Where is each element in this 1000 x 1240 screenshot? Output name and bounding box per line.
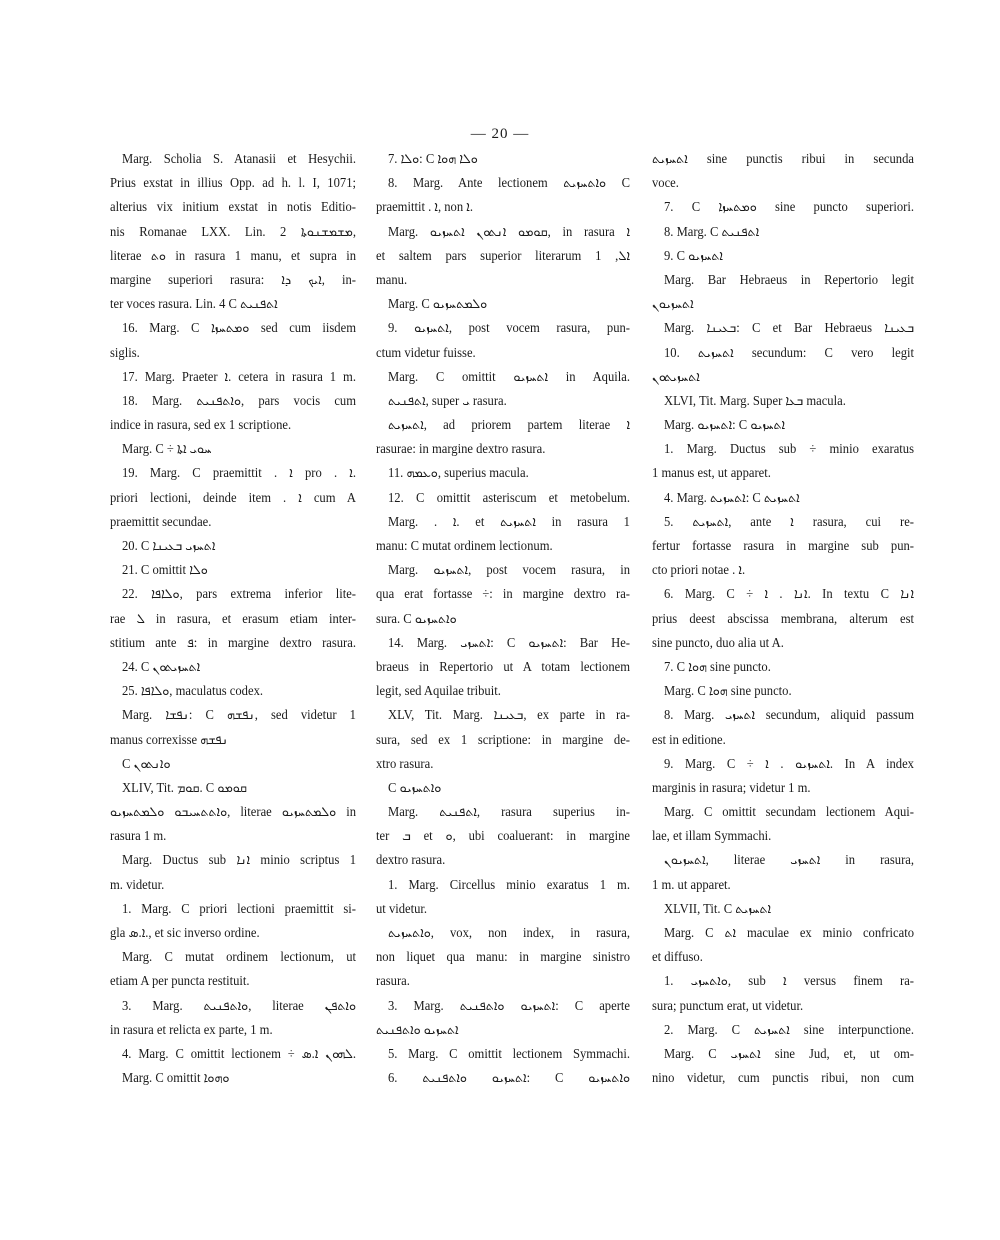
text-line: manu: C mutat ordinem lectionum. [376, 538, 553, 554]
text-line: 22. ܘܠܐܦܐ, pars extrema inferior lite- [122, 586, 356, 602]
text-line: indice in rasura, sed ex 1 scriptione. [110, 417, 292, 433]
text-line: xtro rasura. [376, 756, 434, 772]
text-line: gla ܐ.ܣ., et sic inverso ordine. [110, 925, 260, 941]
text-line: 14. Marg. ܐܬܚܙܝ: C ܐܬܚܙܝܘ: Bar He- [388, 635, 630, 651]
text-line: rae ܠ in rasura, et erasum etiam inter- [110, 611, 356, 626]
text-line: Marg. Scholia S. Atanasii et Hesychii. [122, 151, 356, 167]
text-line: 7. ܘܠܐ: C ܘܠܐ ܗܘܐ [388, 151, 478, 167]
text-line: Marg. C omittit ܐܬܚܙܝܘ in Aquila. [388, 369, 630, 385]
text-line: lae, et illam Symmachi. [652, 828, 772, 844]
text-line: ܘܐܬܚܙܝܬ, vox, non index, in rasura, [388, 925, 630, 941]
text-line: dextro rasura. [376, 853, 446, 868]
text-line: 1 m. ut apparet. [652, 877, 731, 893]
text-line: Marg. ܢܦܫܐ: C ܢܦܫܗ, sed videtur 1 [122, 707, 356, 723]
text-line: literae ܘܬ in rasura 1 manu, et supra in [110, 248, 356, 264]
text-line: ter ܒ et ܘ, ubi coaluerant: in margine [376, 828, 630, 844]
text-line: sura. C ܘܐܬܚܙܝܘ [376, 611, 457, 626]
text-line: voce. [652, 175, 679, 191]
text-line: manus correxisse ܢܦܫܗ [110, 732, 228, 747]
text-line: XLV, Tit. Marg. ܒܥܝܢܐ, ex parte in ra- [388, 707, 630, 723]
page-number: — 20 — [470, 126, 530, 142]
text-line: rasurae: in margine dextro rasura. [376, 441, 546, 457]
text-line: Marg. C mutat ordinem lectionum, ut [122, 949, 356, 965]
text-line: 5. Marg. C omittit lectionem Symmachi. [388, 1046, 630, 1062]
text-line: 11. ܘܥܡܗ, superius macula. [388, 466, 529, 481]
text-line: manu. [376, 272, 408, 288]
text-line: ܐܬܚܙܝܬܘܢ [652, 369, 700, 385]
text-line: Marg. Bar Hebraeus in Repertorio legit [664, 272, 914, 288]
text-line: Marg. C ÷ ܚܘܝ ܐܬܐ [122, 441, 212, 457]
text-line: Marg. C ܐܬܚܙܝ sine Jud, et, ut om- [664, 1046, 914, 1062]
text-line: nino videtur, cum punctis ribui, non cum [652, 1070, 914, 1086]
text-line: margine superiori rasura: ܐܝܟ ܕܐ, in- [110, 272, 356, 288]
text-line: ܐܬܦܢܝܬ, super ܝ rasura. [388, 393, 507, 409]
text-line: 3. Marg. ܐܬܚܙܝܘ ܘܐܬܦܢܝܬ: C aperte [388, 998, 630, 1013]
text-line: 7. C ܘܡܬܚܙܐ sine puncto superiori. [664, 199, 914, 215]
text-line: priori lectioni, deinde item . ܐ cum A [110, 490, 356, 506]
text-line: marginis in rasura; videtur 1 m. [652, 780, 811, 796]
text-line: braeus in Repertorio ut A totam lectionem [376, 659, 630, 675]
text-line: XLIV, Tit. ܩܘܡ. C ܩܘܡܘ [122, 780, 247, 796]
text-line: 9. Marg. C ÷ ܐܬܚܙܝܘ . ܐ. In A index [664, 756, 914, 772]
text-line: ܘܐܬܬܚܝܒܘ ܘܠܡܬܚܙܝܘ, literae ܘܠܡܬܚܙܝܘ in [110, 804, 356, 820]
text-line: legit, sed Aquilae tribuit. [376, 683, 501, 699]
text-line: Marg. ܒܥܝܢܐ: C et Bar Hebraeus ܒܥܝܢܐ [664, 320, 914, 336]
text-line: 9. ܐܬܚܙܝܘ, post vocem rasura, pun- [388, 320, 630, 336]
text-line: 17. Marg. Praeter ܐ. cetera in rasura 1 m. [122, 369, 356, 385]
column-left [110, 147, 356, 1090]
text-line: 9. C ܐܬܚܙܝܘ [664, 248, 723, 264]
text-line: ter voces rasura. Lin. 4 C ܐܬܦܢܝܬ [110, 296, 278, 312]
text-line: ܐܬܚܙܝܘ ܘܐܬܦܢܝܬ [376, 1022, 459, 1038]
text-line: C ܘܐܢܬܘܢ [122, 756, 171, 772]
text-line: ܐܬܚܙܝܘܢ, literae ܐܬܚܙܝ in rasura, [664, 853, 914, 868]
text-line: stitium ante ܦ: in margine dextro rasura. [110, 635, 356, 651]
text-line: Marg. C ܐܬ maculae ex minio confricato [664, 925, 914, 941]
text-line: 10. ܐܬܚܙܝܬ secundum: C vero legit [664, 345, 914, 360]
text-line: rasura. [376, 973, 410, 989]
text-line: 19. Marg. C praemittit . ܐ pro . ܐ. [122, 466, 356, 481]
text-line: Marg. C ܘܠܡܬܚܙܝܘ [388, 296, 488, 312]
text-line: 21. C omittit ܘܠܐ [122, 562, 208, 578]
text-line: alterius vix initium exstat in notis Editio- [110, 199, 356, 215]
text-line: Marg. ܩܘܡܘ ܐܢܬܘܢ ܐܬܚܙܝܘ, in rasura ܐ [388, 224, 630, 239]
text-line: ܐܬܚܙܝܬ sine punctis ribui in secunda [652, 151, 914, 167]
text-line: 6. Marg. C ÷ ܐܢܐ . ܐ. In textu C ܐܢܐ [664, 586, 914, 602]
column-right [652, 147, 914, 1090]
text-line: Marg. Ductus sub ܐܢܐ minio scriptus 1 [122, 853, 356, 868]
text-line: qua erat fortasse ÷: in margine dextro ra- [376, 586, 630, 602]
text-line: in rasura et relicta ex parte, 1 m. [110, 1022, 273, 1038]
text-line: Prius exstat in illius Opp. ad h. l. I, 1071; [110, 175, 356, 191]
text-line: sura; punctum erat, ut videtur. [652, 998, 804, 1013]
text-line: 8. Marg. C ܐܬܦܢܝܬ [664, 224, 760, 239]
text-line: 1 manus est, ut apparet. [652, 466, 771, 481]
text-line: et saltem pars superior literarum ܐܠ, 1 [376, 248, 630, 264]
text-line: Marg. C ܗܘܐ sine puncto. [664, 683, 792, 699]
text-line: 4. Marg. ܐܬܚܙܝܬ: C ܐܬܚܙܝܬ [664, 490, 800, 506]
text-line: 20. C ܐܬܚܙܝ ܒܥܝܢܐ [122, 538, 216, 554]
text-line: 18. Marg. ܘܐܬܦܢܝܬ, pars vocis cum [122, 393, 356, 409]
text-line: praemittit secundae. [110, 514, 212, 530]
text-line: Marg. C omittit secundam lectionem Aqui- [664, 804, 914, 820]
text-line: nis Romanae LXX. Lin. 2 ܡܫܡܫܢܘܬܐ, [110, 224, 356, 239]
column-middle [376, 147, 630, 1090]
text-line: 3. Marg. ܘܐܬܦܢܝܬ, literae ܘܐܬܦܢ [122, 998, 356, 1013]
text-line: 1. ܘܐܬܚܙܝ, sub ܐ versus finem ra- [664, 973, 914, 989]
text-line: Marg. ܐܬܚܙܝܘ: C ܐܬܚܙܝܘ [664, 417, 786, 433]
text-line: Marg. ܐܬܦܢܝܬ, rasura superius in- [388, 804, 630, 820]
text-line: 1. Marg. Circellus minio exaratus 1 m. [388, 877, 630, 893]
text-line: rasura 1 m. [110, 828, 167, 844]
text-line: 8. Marg. ܐܬܚܙܝ secundum, aliquid passum [664, 707, 914, 723]
text-line: siglis. [110, 345, 140, 360]
text-line: 1. Marg. Ductus sub ÷ minio exaratus [664, 441, 914, 457]
text-line: non liquet qua manu: in margine sinistro [376, 949, 630, 965]
text-line: m. videtur. [110, 877, 165, 893]
text-line: ܐܬܚܙܝܬ, ad priorem partem literae ܐ [388, 417, 630, 433]
text-line: ctum videtur fuisse. [376, 345, 476, 360]
text-line: sura, sed ex 1 scriptione: in margine de- [376, 732, 630, 747]
text-line: prius deest abscissa membrana, alterum est [652, 611, 914, 626]
text-line: 25. ܘܠܐܦܐ, maculatus codex. [122, 683, 264, 699]
text-line: 1. Marg. C priori lectioni praemittit si- [122, 901, 356, 917]
text-line: cto priori notae . ܐ. [652, 562, 746, 578]
text-line: 6. ܐܬܚܙܝܘ ܘܐܬܦܢܝܬ: C ܘܐܬܚܙܝܘ [388, 1070, 630, 1086]
text-line: C ܘܐܬܚܙܝܘ [388, 780, 442, 796]
text-line: 12. C omittit asteriscum et metobelum. [388, 490, 630, 506]
text-line: 16. Marg. C ܘܡܬܚܙܐ sed cum iisdem [122, 320, 356, 336]
text-line: fertur fortasse rasura in margine sub pun- [652, 538, 914, 554]
text-line: Marg. C omittit ܘܗܘܐ [122, 1070, 230, 1086]
text-line: 7. C ܗܘܐ sine puncto. [664, 659, 771, 675]
text-line: ܐܬܚܙܝܘܢ [652, 296, 694, 312]
text-line: 2. Marg. C ܐܬܚܙܝܬ sine interpunctione. [664, 1022, 914, 1038]
text-line: Marg. . ܐ. et ܐܬܚܙܝܬ in rasura 1 [388, 514, 630, 530]
text-line: et diffuso. [652, 949, 703, 965]
text-line: 4. Marg. C omittit lectionem ÷ ܠܗܘܢ ܐ.ܣ. [122, 1046, 356, 1062]
text-line: est in editione. [652, 732, 726, 747]
text-line: Marg. ܐܬܚܙܝܘ, post vocem rasura, in [388, 562, 630, 578]
text-line: sine puncto, duo alia ut A. [652, 635, 784, 651]
text-line: XLVI, Tit. Marg. Super ܒܥܐ macula. [664, 393, 846, 409]
text-line: praemittit . ܐ, non ܐ. [376, 199, 473, 215]
text-line: 5. ܐܬܚܙܝܬ, ante ܐ rasura, cui re- [664, 514, 914, 530]
text-line: etiam A per puncta restituit. [110, 973, 250, 989]
text-line: XLVII, Tit. C ܐܬܚܙܝܬ [664, 901, 772, 917]
text-line: 24. C ܐܬܚܙܝܬܘܢ [122, 659, 201, 675]
text-line: 8. Marg. Ante lectionem ܘܐܬܚܙܝܬ C [388, 175, 630, 191]
text-line: ut videtur. [376, 901, 428, 917]
